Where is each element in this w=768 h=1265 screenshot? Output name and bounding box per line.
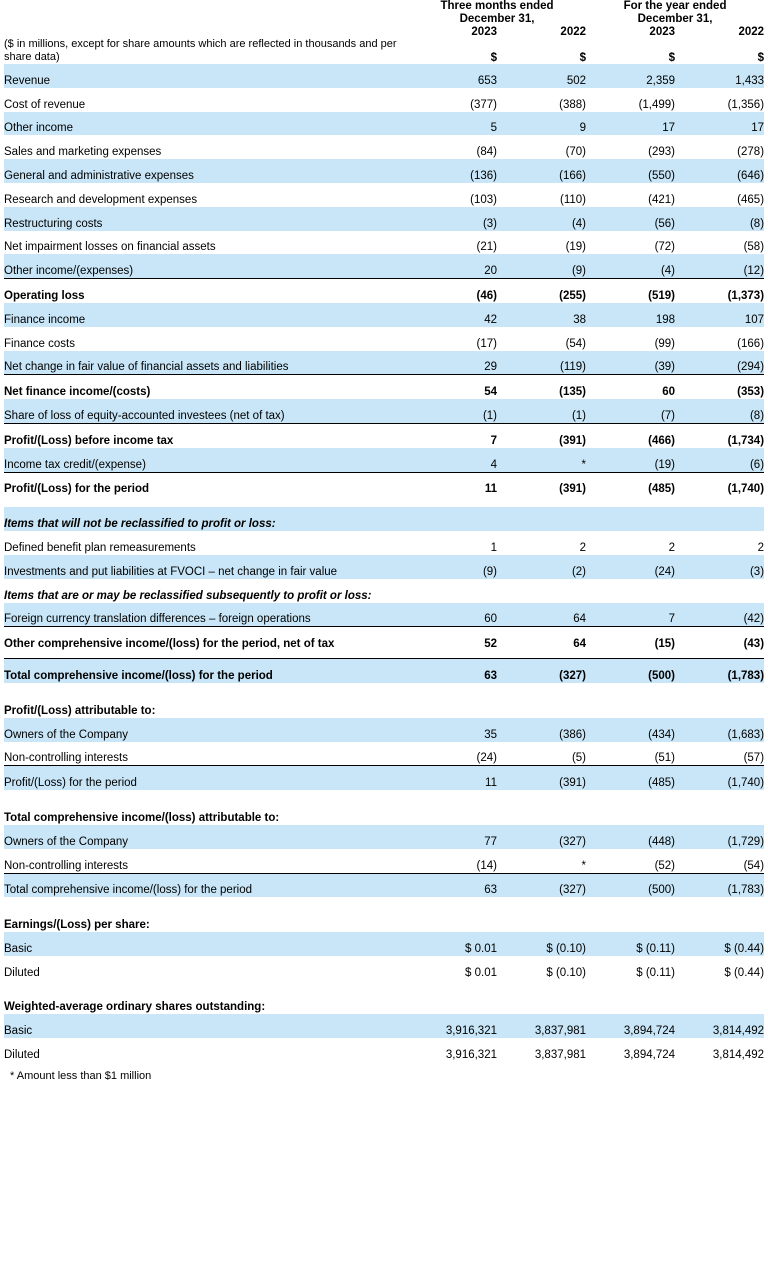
row-value: (15) — [586, 627, 675, 651]
row-value — [675, 908, 764, 932]
table-row — [4, 507, 764, 531]
row-value: (391) — [497, 472, 586, 496]
row-value — [408, 801, 497, 825]
row-value: (54) — [675, 849, 764, 873]
row-label: Total comprehensive income/(loss) for the period — [4, 659, 408, 683]
table-row — [4, 991, 764, 1015]
row-value: 2 — [586, 531, 675, 555]
row-value: (8) — [675, 399, 764, 423]
row-value: $ 0.01 — [408, 956, 497, 980]
row-value: (550) — [586, 159, 675, 183]
row-value — [675, 579, 764, 603]
row-value: 20 — [408, 254, 497, 278]
row-value: (353) — [675, 375, 764, 399]
row-label: Items that are or may be reclassified subsequently to profit or loss: — [4, 579, 408, 603]
row-value: (1,783) — [675, 659, 764, 683]
table-row — [4, 742, 764, 766]
spacer-cell — [4, 651, 764, 659]
row-value: (51) — [586, 742, 675, 766]
table-row — [4, 88, 764, 112]
row-value — [586, 694, 675, 718]
table-row — [4, 112, 764, 136]
row-value: 17 — [675, 112, 764, 136]
row-value — [586, 991, 675, 1015]
table-row — [4, 183, 764, 207]
spacer-row — [4, 496, 764, 507]
row-value: (1,783) — [675, 873, 764, 897]
header-year-fy-2023: 2023 — [649, 26, 676, 38]
row-value: (24) — [408, 742, 497, 766]
row-value: 4 — [408, 448, 497, 472]
row-value: (19) — [497, 231, 586, 255]
spacer-row — [4, 980, 764, 991]
row-value: (294) — [675, 351, 764, 375]
income-statement-table — [4, 0, 764, 1062]
row-value: * — [497, 448, 586, 472]
header-blank-2 — [4, 26, 408, 38]
row-label: Profit/(Loss) attributable to: — [4, 694, 408, 718]
row-value: (19) — [586, 448, 675, 472]
row-value: 3,894,724 — [586, 1038, 675, 1062]
header-year-q-2022: 2022 — [560, 26, 587, 38]
row-value: (72) — [586, 231, 675, 255]
row-label: Owners of the Company — [4, 825, 408, 849]
row-value: (3) — [675, 555, 764, 579]
row-value: $ (0.10) — [497, 932, 586, 956]
row-label: Net finance income/(costs) — [4, 375, 408, 399]
table-row — [4, 627, 764, 651]
row-value: (421) — [586, 183, 675, 207]
footnote: * Amount less than $1 million — [10, 1070, 152, 1083]
row-label: Total comprehensive income/(loss) for the period — [4, 873, 408, 897]
header-year-q-2023: 2023 — [471, 26, 497, 38]
row-value — [497, 991, 586, 1015]
row-value: (43) — [675, 627, 764, 651]
row-label: Share of loss of equity-accounted investees (net of tax) — [4, 399, 408, 423]
row-value — [408, 991, 497, 1015]
row-value — [497, 507, 586, 531]
row-value: 107 — [675, 303, 764, 327]
spacer-cell — [4, 897, 764, 908]
row-value — [675, 507, 764, 531]
row-value: (3) — [408, 207, 497, 231]
row-value: 198 — [586, 303, 675, 327]
row-value: 52 — [408, 627, 497, 651]
table-row — [4, 448, 764, 472]
row-value: (386) — [497, 718, 586, 742]
row-value: (448) — [586, 825, 675, 849]
row-value: 3,814,492 — [675, 1014, 764, 1038]
currency-symbol-1: $ — [490, 52, 497, 64]
row-value: 11 — [408, 766, 497, 790]
row-value — [675, 694, 764, 718]
row-value: (166) — [675, 327, 764, 351]
row-value: (327) — [497, 825, 586, 849]
currency-symbol-2: $ — [579, 52, 587, 64]
row-label: Net change in fair value of financial assets and liabilities — [4, 351, 408, 375]
row-value: (8) — [675, 207, 764, 231]
row-value: (2) — [497, 555, 586, 579]
row-value — [497, 579, 586, 603]
row-value: 17 — [586, 112, 675, 136]
row-value: 77 — [408, 825, 497, 849]
row-label: Basic — [4, 1014, 408, 1038]
row-label: General and administrative expenses — [4, 159, 408, 183]
row-value: 38 — [497, 303, 586, 327]
row-value: 2 — [497, 531, 586, 555]
table-row — [4, 718, 764, 742]
table-row — [4, 825, 764, 849]
row-value: (255) — [497, 279, 586, 303]
header-blank — [4, 0, 408, 26]
row-value: (485) — [586, 766, 675, 790]
header-units-row — [4, 38, 764, 64]
row-value: (466) — [586, 423, 675, 447]
row-label: Other income — [4, 112, 408, 136]
table-row — [4, 873, 764, 897]
table-row — [4, 603, 764, 627]
row-value: 64 — [497, 603, 586, 627]
row-value: (58) — [675, 231, 764, 255]
table-row — [4, 254, 764, 278]
row-label: Weighted-average ordinary shares outstanding: — [4, 991, 408, 1015]
row-value: (1) — [408, 399, 497, 423]
row-value: 64 — [497, 627, 586, 651]
row-value: (7) — [586, 399, 675, 423]
units-note: ($ in millions, except for share amounts which are reflected in thousands and per share data) — [4, 38, 397, 63]
table-row — [4, 64, 764, 88]
row-label: Total comprehensive income/(loss) attributable to: — [4, 801, 408, 825]
row-value: (1,740) — [675, 766, 764, 790]
spacer-row — [4, 651, 764, 659]
row-value: (110) — [497, 183, 586, 207]
row-value — [497, 694, 586, 718]
table-row — [4, 908, 764, 932]
table-row — [4, 159, 764, 183]
row-label: Diluted — [4, 956, 408, 980]
table-row — [4, 231, 764, 255]
row-value — [586, 801, 675, 825]
table-row — [4, 207, 764, 231]
row-value: 3,837,981 — [497, 1038, 586, 1062]
currency-symbol-3: $ — [668, 52, 676, 64]
row-value: 1 — [408, 531, 497, 555]
row-value: $ 0.01 — [408, 932, 497, 956]
row-value: (39) — [586, 351, 675, 375]
spacer-row — [4, 790, 764, 801]
row-label: Cost of revenue — [4, 88, 408, 112]
row-value: (56) — [586, 207, 675, 231]
table-row — [4, 375, 764, 399]
row-label: Research and development expenses — [4, 183, 408, 207]
row-label: Earnings/(Loss) per share: — [4, 908, 408, 932]
table-row — [4, 932, 764, 956]
row-label: Defined benefit plan remeasurements — [4, 531, 408, 555]
row-label: Items that will not be reclassified to profit or loss: — [4, 507, 408, 531]
row-value: (166) — [497, 159, 586, 183]
row-value: (1,356) — [675, 88, 764, 112]
table-body — [4, 64, 764, 1062]
row-value: (1,499) — [586, 88, 675, 112]
currency-symbol-4: $ — [757, 52, 765, 64]
row-value: (12) — [675, 254, 764, 278]
header-year-row — [4, 26, 764, 38]
row-value — [408, 579, 497, 603]
row-label: Non-controlling interests — [4, 742, 408, 766]
row-value: (391) — [497, 423, 586, 447]
row-value: 3,916,321 — [408, 1038, 497, 1062]
spacer-row — [4, 683, 764, 694]
row-value: 3,916,321 — [408, 1014, 497, 1038]
row-value: (99) — [586, 327, 675, 351]
table-row — [4, 659, 764, 683]
row-value — [675, 801, 764, 825]
row-value — [586, 579, 675, 603]
header-group-three-months: Three months ended December 31, — [440, 0, 554, 25]
row-value: 7 — [408, 423, 497, 447]
row-value: (24) — [586, 555, 675, 579]
row-value: (293) — [586, 135, 675, 159]
row-value: (57) — [675, 742, 764, 766]
row-value: (278) — [675, 135, 764, 159]
row-label: Other income/(expenses) — [4, 254, 408, 278]
row-value: (1,683) — [675, 718, 764, 742]
row-value: $ (0.11) — [586, 932, 675, 956]
spacer-cell — [4, 790, 764, 801]
table-row — [4, 1038, 764, 1062]
row-value: (500) — [586, 873, 675, 897]
row-label: Finance income — [4, 303, 408, 327]
header-group-full-year: For the year ended December 31, — [623, 0, 727, 25]
table-row — [4, 555, 764, 579]
row-label: Net impairment losses on financial assets — [4, 231, 408, 255]
row-value: (9) — [497, 254, 586, 278]
row-label: Non-controlling interests — [4, 849, 408, 873]
row-value: 653 — [408, 64, 497, 88]
row-value: (119) — [497, 351, 586, 375]
row-value: 60 — [586, 375, 675, 399]
row-value: (70) — [497, 135, 586, 159]
row-value: 29 — [408, 351, 497, 375]
row-label: Profit/(Loss) for the period — [4, 472, 408, 496]
row-value: 3,837,981 — [497, 1014, 586, 1038]
row-value: 54 — [408, 375, 497, 399]
row-value: (1,729) — [675, 825, 764, 849]
row-value: (4) — [497, 207, 586, 231]
row-value: (103) — [408, 183, 497, 207]
row-value: 60 — [408, 603, 497, 627]
row-label: Basic — [4, 932, 408, 956]
row-value: (14) — [408, 849, 497, 873]
row-value: 35 — [408, 718, 497, 742]
row-label: Operating loss — [4, 279, 408, 303]
row-value: 63 — [408, 873, 497, 897]
row-value — [675, 991, 764, 1015]
row-value: (135) — [497, 375, 586, 399]
row-value: $ (0.44) — [675, 956, 764, 980]
row-label: Profit/(Loss) before income tax — [4, 423, 408, 447]
row-value: 1,433 — [675, 64, 764, 88]
row-value: (5) — [497, 742, 586, 766]
row-label: Income tax credit/(expense) — [4, 448, 408, 472]
row-label: Foreign currency translation differences – foreign operations — [4, 603, 408, 627]
row-value: $ (0.11) — [586, 956, 675, 980]
table-row — [4, 694, 764, 718]
row-value: (54) — [497, 327, 586, 351]
row-label: Profit/(Loss) for the period — [4, 766, 408, 790]
row-value: (519) — [586, 279, 675, 303]
row-label: Owners of the Company — [4, 718, 408, 742]
table-header — [4, 0, 764, 64]
row-value: (42) — [675, 603, 764, 627]
row-label: Investments and put liabilities at FVOCI – net change in fair value — [4, 555, 408, 579]
row-label: Finance costs — [4, 327, 408, 351]
row-value: (4) — [586, 254, 675, 278]
row-value: 9 — [497, 112, 586, 136]
row-value: (646) — [675, 159, 764, 183]
table-row — [4, 801, 764, 825]
row-value — [408, 908, 497, 932]
row-value: (6) — [675, 448, 764, 472]
row-value: 3,814,492 — [675, 1038, 764, 1062]
row-value: 7 — [586, 603, 675, 627]
table-row — [4, 579, 764, 603]
row-value: (388) — [497, 88, 586, 112]
table-row — [4, 472, 764, 496]
row-label: Diluted — [4, 1038, 408, 1062]
row-value: (1,373) — [675, 279, 764, 303]
row-value: (465) — [675, 183, 764, 207]
table-row — [4, 351, 764, 375]
row-value: (391) — [497, 766, 586, 790]
row-value: (17) — [408, 327, 497, 351]
row-value: (9) — [408, 555, 497, 579]
row-value — [586, 908, 675, 932]
row-value: (377) — [408, 88, 497, 112]
row-value: (434) — [586, 718, 675, 742]
row-value: * — [497, 849, 586, 873]
row-value: 3,894,724 — [586, 1014, 675, 1038]
row-value — [586, 507, 675, 531]
row-value: (500) — [586, 659, 675, 683]
table-row — [4, 531, 764, 555]
table-row — [4, 303, 764, 327]
spacer-cell — [4, 980, 764, 991]
row-value — [497, 908, 586, 932]
spacer-cell — [4, 683, 764, 694]
row-value: (327) — [497, 659, 586, 683]
table-row — [4, 956, 764, 980]
row-label: Sales and marketing expenses — [4, 135, 408, 159]
row-value: (84) — [408, 135, 497, 159]
row-value: 5 — [408, 112, 497, 136]
row-value: (1,734) — [675, 423, 764, 447]
table-row — [4, 423, 764, 447]
table-row — [4, 766, 764, 790]
row-value: $ (0.44) — [675, 932, 764, 956]
row-label: Other comprehensive income/(loss) for the period, net of tax — [4, 627, 408, 651]
table-row — [4, 279, 764, 303]
row-value: (485) — [586, 472, 675, 496]
row-value: (1,740) — [675, 472, 764, 496]
table-row — [4, 135, 764, 159]
row-value: 11 — [408, 472, 497, 496]
row-value — [408, 507, 497, 531]
table-row — [4, 327, 764, 351]
row-value: (46) — [408, 279, 497, 303]
row-value: 502 — [497, 64, 586, 88]
table-row — [4, 1014, 764, 1038]
row-value: (52) — [586, 849, 675, 873]
row-value: 42 — [408, 303, 497, 327]
spacer-cell — [4, 496, 764, 507]
row-value: $ (0.10) — [497, 956, 586, 980]
row-value: (327) — [497, 873, 586, 897]
row-value: (136) — [408, 159, 497, 183]
row-value: (21) — [408, 231, 497, 255]
row-value: 2,359 — [586, 64, 675, 88]
row-value: 2 — [675, 531, 764, 555]
spacer-row — [4, 897, 764, 908]
header-group-row — [4, 0, 764, 26]
table-row — [4, 849, 764, 873]
row-value: 63 — [408, 659, 497, 683]
header-year-fy-2022: 2022 — [738, 26, 765, 38]
row-value — [497, 801, 586, 825]
table-row — [4, 399, 764, 423]
row-value — [408, 694, 497, 718]
row-label: Revenue — [4, 64, 408, 88]
row-value: (1) — [497, 399, 586, 423]
row-label: Restructuring costs — [4, 207, 408, 231]
